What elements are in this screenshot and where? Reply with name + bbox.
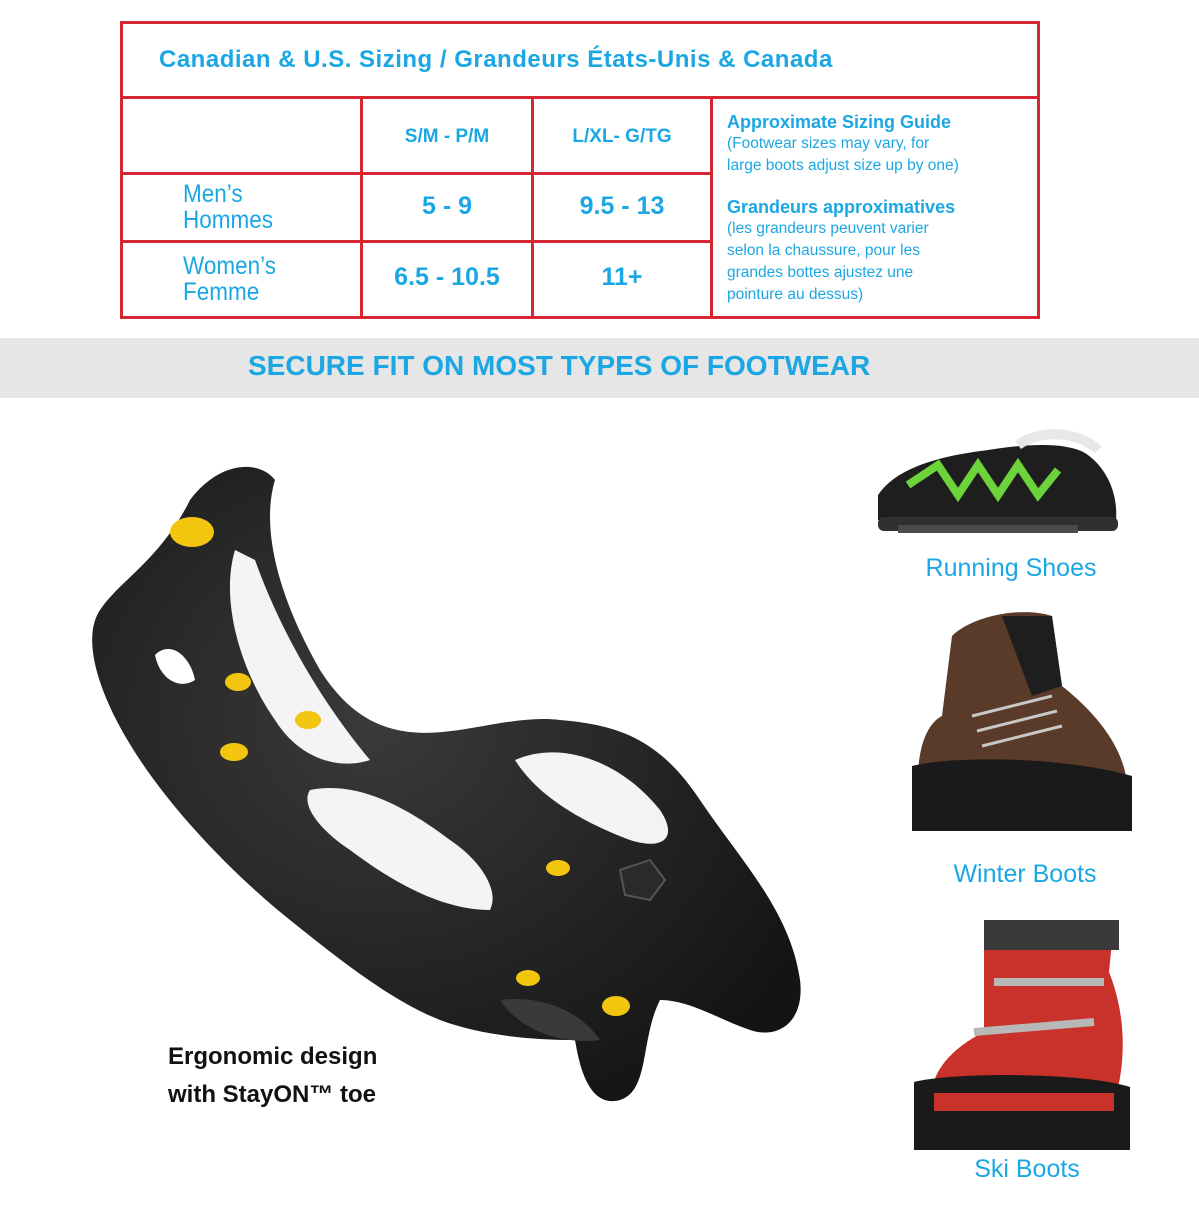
traction-cleat-image (60, 440, 840, 1120)
sizing-table (120, 21, 1040, 319)
guide-line: pointure au dessus) (727, 286, 864, 303)
table-divider (710, 96, 713, 316)
stud (602, 996, 630, 1016)
table-divider (123, 172, 713, 175)
footwear-label: Ski Boots (974, 1155, 1080, 1183)
column-header-lxl: L/XL- G/TG (572, 126, 672, 147)
sizing-guide-en (727, 111, 959, 177)
running-shoe-image (868, 425, 1124, 553)
sizing-guide-fr (727, 196, 955, 306)
guide-title: Approximate Sizing Guide (727, 112, 952, 132)
table-divider (123, 240, 713, 243)
stud (225, 673, 251, 691)
size-cell: 5 - 9 (421, 192, 473, 220)
stud (516, 970, 540, 986)
row-label-womens (183, 253, 276, 305)
winter-boot-image (912, 606, 1138, 834)
size-cell: 9.5 - 13 (579, 192, 665, 220)
guide-line: selon la chaussure, pour les (727, 242, 921, 259)
guide-line: (les grandeurs peuvent varier (727, 220, 929, 237)
guide-line: (Footwear sizes may vary, for (727, 135, 930, 152)
cleat-frame (92, 467, 800, 1101)
footwear-label: Winter Boots (953, 860, 1097, 888)
guide-title: Grandeurs approximatives (727, 197, 956, 217)
row-label-fr: Hommes (183, 206, 274, 234)
size-cell: 11+ (601, 263, 643, 291)
stud (295, 711, 321, 729)
table-divider (123, 96, 1037, 99)
row-label-en: Women’s (183, 252, 276, 280)
column-header-sm: S/M - P/M (404, 126, 490, 147)
stud (220, 743, 248, 761)
caption-line: with StayON™ toe (168, 1081, 377, 1108)
product-caption (168, 1038, 377, 1114)
banner-text: SECURE FIT ON MOST TYPES OF FOOTWEAR (248, 350, 871, 381)
row-label-en: Men’s (183, 180, 243, 208)
ski-boot-image (914, 912, 1130, 1152)
caption-line: Ergonomic design (168, 1043, 378, 1070)
guide-line: large boots adjust size up by one) (727, 157, 959, 174)
stud (170, 517, 214, 547)
row-label-fr: Femme (183, 278, 260, 306)
row-label-mens (183, 181, 273, 233)
footwear-label: Running Shoes (925, 554, 1097, 582)
stud (546, 860, 570, 876)
size-cell: 6.5 - 10.5 (394, 263, 500, 291)
feature-banner (0, 338, 1199, 398)
guide-line: grandes bottes ajustez une (727, 264, 914, 281)
table-title: Canadian & U.S. Sizing / Grandeurs États-Unis & Canada (159, 46, 833, 73)
